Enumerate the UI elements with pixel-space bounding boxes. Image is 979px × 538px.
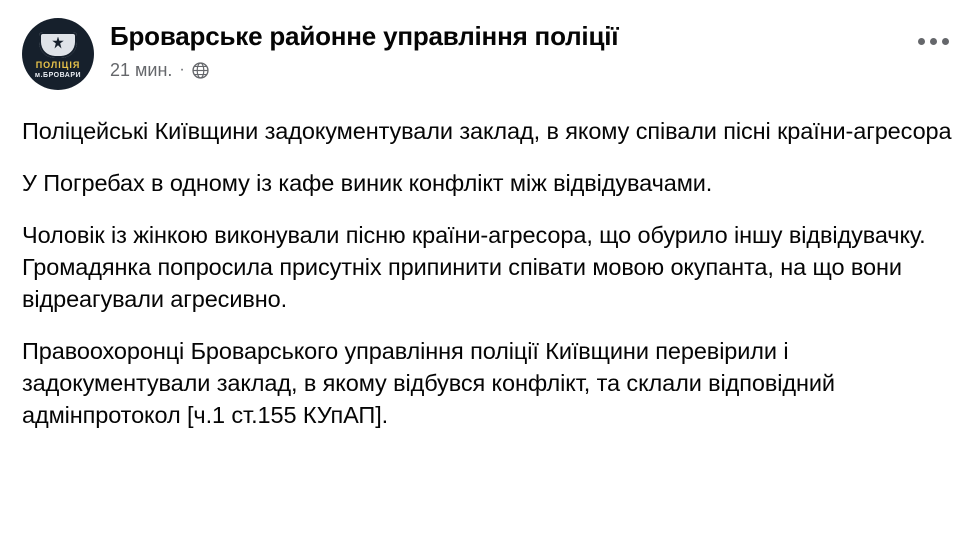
dot [942,38,949,45]
post-header [22,18,957,92]
post-paragraph: Правоохоронці Броварського управління поліції Київщини перевірили і задокументували заклад, в якому відбувся конфлікт, та склали відповідний адмінпротокол [ч.1 ст.155 КУпАП]. [22,337,835,428]
more-options-icon[interactable] [912,32,955,51]
post-header-text [110,18,618,81]
post-timestamp[interactable]: 21 мин. [110,59,173,80]
avatar-text-bottom: м.БРОВАРИ [34,71,82,79]
globe-icon[interactable] [192,62,209,79]
dot [918,38,925,45]
post-meta [110,60,618,81]
post-body [22,116,957,432]
avatar-text-top: ПОЛІЦІЯ [35,59,81,70]
police-badge-icon [39,32,77,58]
post-paragraph: Поліцейські Київщини задокументували заклад, в якому співали пісні країни-агресора [22,118,952,144]
post-paragraph: Чоловік із жінкою виконували пісню країни-агресора, що обурило іншу відвідувачку. Громадянка попросила присутніх припинити співати мовою окупанта, на що вони відреагували агресивно. [22,221,926,312]
page-name[interactable]: Броварське районне управління поліції [110,21,619,51]
avatar[interactable] [22,18,94,90]
dot [930,38,937,45]
post-paragraph: У Погребах в одному із кафе виник конфлікт між відвідувачами. [22,169,713,196]
meta-separator: · [179,61,185,79]
